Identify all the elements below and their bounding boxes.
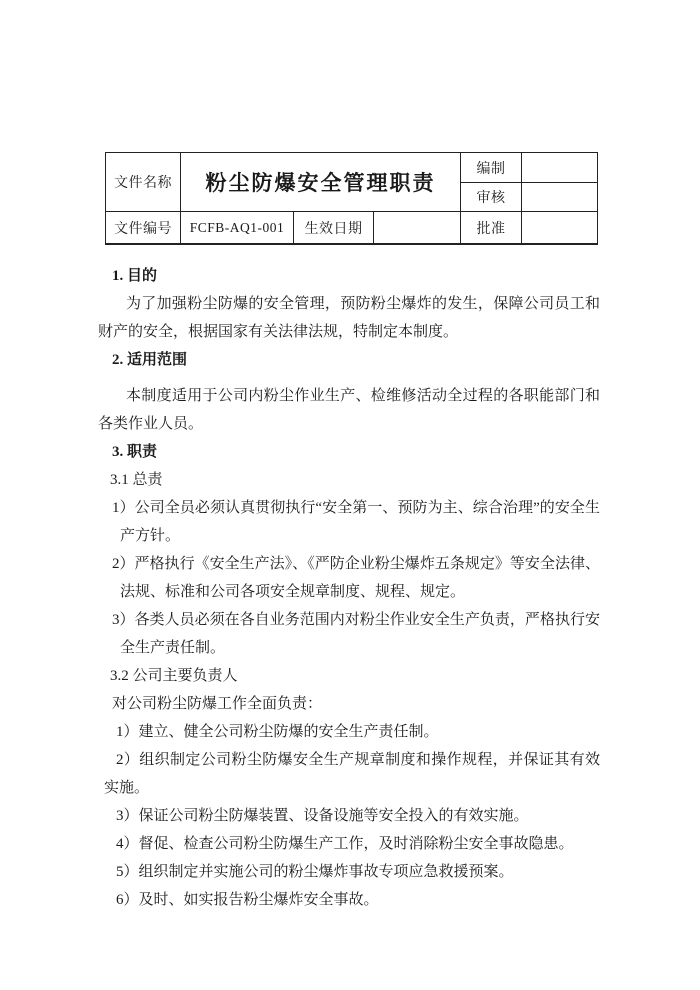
list-item: 1）公司全员必须认真贯彻执行“安全第一、预防为主、综合治理”的安全生产方针。 bbox=[112, 500, 600, 544]
effective-date-value bbox=[374, 212, 461, 245]
body-paragraph: 对公司粉尘防爆工作全面负责： bbox=[112, 696, 323, 712]
reviewed-label: 审核 bbox=[461, 183, 522, 212]
section-heading: 1. 目的 bbox=[112, 268, 158, 284]
prepared-label: 编制 bbox=[461, 153, 522, 183]
list-item: 3）各类人员必须在各自业务范围内对粉尘作业安全生产负责，严格执行安全生产责任制。 bbox=[112, 612, 600, 656]
approved-value bbox=[522, 212, 598, 245]
section-heading: 2. 适用范围 bbox=[112, 352, 188, 368]
document-body bbox=[98, 262, 600, 914]
list-item: 5）组织制定并实施公司的粉尘爆炸事故专项应急救援预案。 bbox=[116, 864, 514, 880]
prepared-value bbox=[522, 153, 598, 183]
file-number-value: FCFB-AQ1-001 bbox=[181, 212, 294, 245]
list-item: 2）严格执行《安全生产法》、《严防企业粉尘爆炸五条规定》等安全法律、法规、标准和公司各项安全规章制度、规程、规定。 bbox=[112, 556, 600, 600]
section-heading: 3. 职责 bbox=[112, 444, 158, 460]
list-item: 3）保证公司粉尘防爆装置、设备设施等安全投入的有效实施。 bbox=[116, 808, 529, 824]
subsection-heading: 3.2 公司主要负责人 bbox=[110, 668, 238, 684]
document-title: 粉尘防爆安全管理职责 bbox=[181, 153, 461, 212]
document-header-table bbox=[105, 152, 598, 245]
list-item: 2）组织制定公司粉尘防爆安全生产规章制度和操作规程，并保证其有效实施。 bbox=[104, 752, 600, 796]
effective-date-label: 生效日期 bbox=[294, 212, 374, 245]
body-paragraph: 本制度适用于公司内粉尘作业生产、检维修活动全过程的各职能部门和各类作业人员。 bbox=[98, 388, 600, 432]
list-item: 4）督促、检查公司粉尘防爆生产工作，及时消除粉尘安全事故隐患。 bbox=[116, 836, 574, 852]
file-name-label: 文件名称 bbox=[106, 153, 181, 212]
list-item: 6）及时、如实报告粉尘爆炸安全事故。 bbox=[116, 892, 379, 908]
reviewed-value bbox=[522, 183, 598, 212]
file-number-label: 文件编号 bbox=[106, 212, 181, 245]
approved-label: 批准 bbox=[461, 212, 522, 245]
list-item: 1）建立、健全公司粉尘防爆的安全生产责任制。 bbox=[116, 724, 439, 740]
body-paragraph: 为了加强粉尘防爆的安全管理，预防粉尘爆炸的发生，保障公司员工和财产的安全，根据国家有关法律法规，特制定本制度。 bbox=[98, 296, 600, 340]
subsection-heading: 3.1 总责 bbox=[110, 472, 163, 488]
